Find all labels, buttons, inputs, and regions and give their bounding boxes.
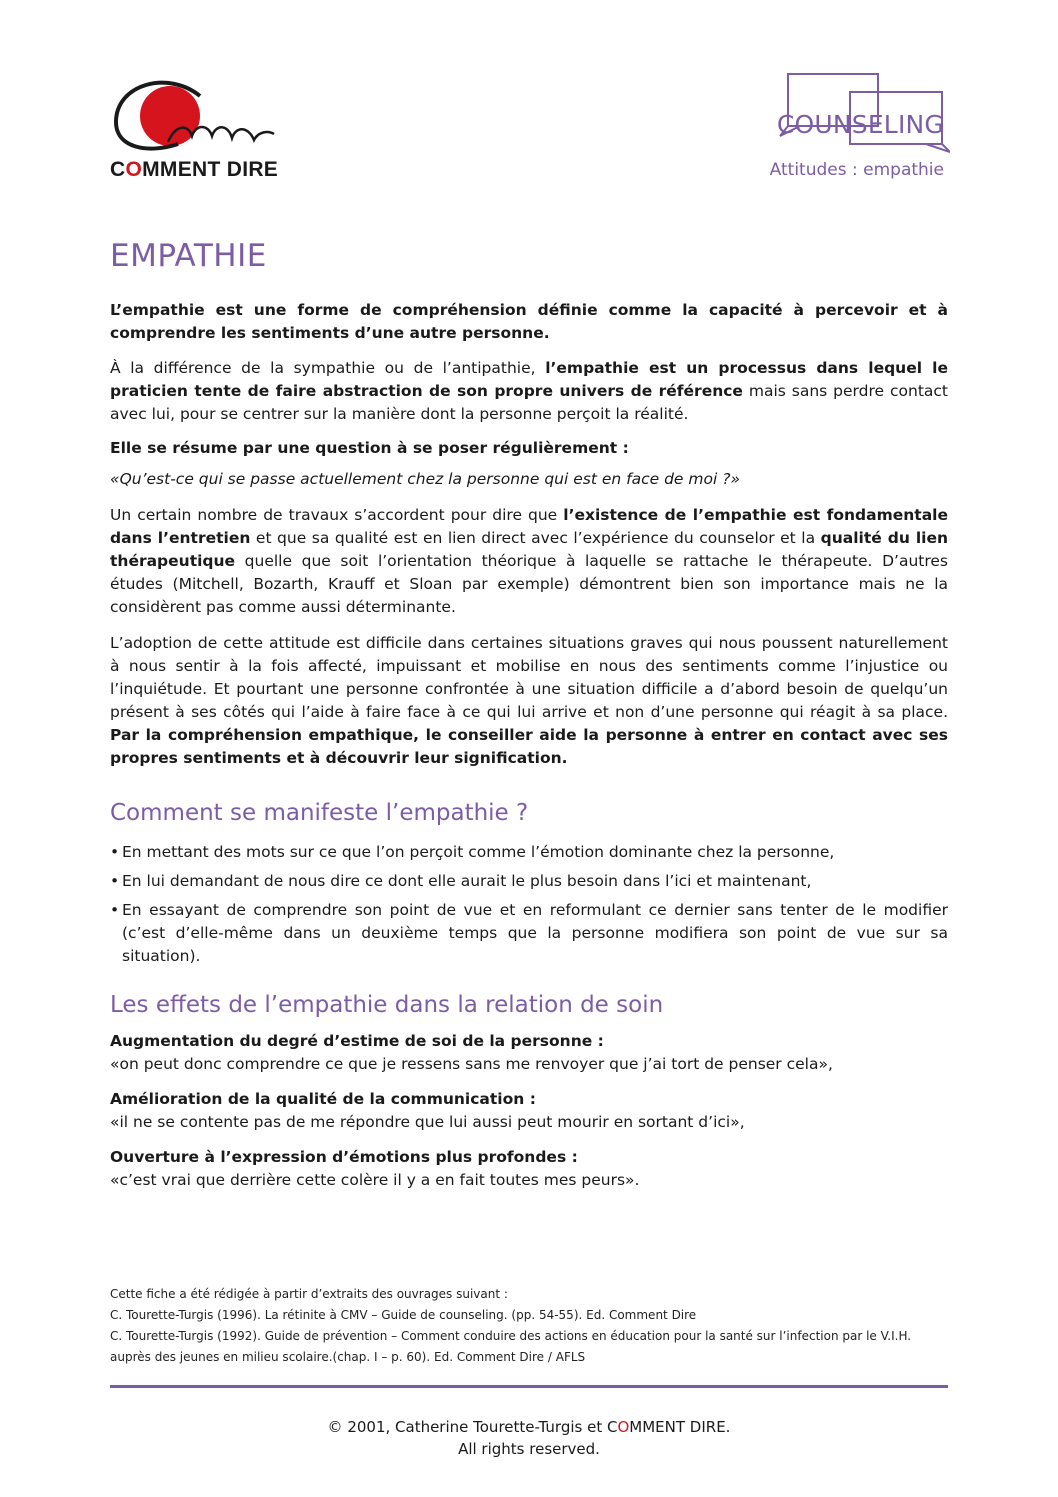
manifest-list: [110, 841, 948, 974]
list-item: • En lui demandant de nous dire ce dont elle aurait le plus besoin dans l’ici et maintenant,: [110, 870, 948, 893]
effect-item: [110, 1146, 948, 1192]
page-title: EMPATHIE: [110, 238, 267, 274]
reference-line: C. Tourette-Turgis (1992). Guide de prévention – Comment conduire des actions en éducation pour la santé sur l’infection par le V.I.H. auprès des jeunes en milieu scolaire.(chap. I – p. 60). Ed. Comment Dire / AFLS: [110, 1329, 912, 1364]
text-span: À la différence de la sympathie ou de l’antipathie,: [110, 359, 546, 377]
section-heading-effects: Les effets de l’empathie dans la relation de soin: [110, 992, 664, 1018]
text-span: mais sans perdre contact avec lui, pour se centrer sur la manière dont la personne perçoit la réalité.: [110, 382, 948, 423]
section-heading-manifest: Comment se manifeste l’empathie ?: [110, 800, 529, 826]
text-span: quelle que soit l’orientation théorique à laquelle se rattache le thérapeute. D’autres études (Mitchell, Bozarth, Krauff et Sloan par exemple) démontrent bien son importance mais ne la considèrent pas comme aussi déterminante.: [110, 552, 948, 616]
reference-line: C. Tourette-Turgis (1996). La rétinite à CMV – Guide de counseling. (pp. 54-55). Ed. Comment Dire: [110, 1308, 697, 1322]
footer-divider: [110, 1385, 948, 1388]
intro-paragraph-4: [110, 468, 948, 491]
references: [110, 1284, 948, 1368]
effect-title: Amélioration de la qualité de la communication :: [110, 1090, 536, 1108]
footer: [0, 1416, 1058, 1460]
effect-title: Ouverture à l’expression d’émotions plus profondes :: [110, 1148, 578, 1166]
badge-subtitle: Attitudes : empathie: [769, 160, 944, 180]
logo-text: COMMENT DIRE: [110, 158, 279, 181]
effect-item: [110, 1030, 948, 1076]
reference-line: Cette fiche a été rédigée à partir d’extraits des ouvrages suivant :: [110, 1287, 508, 1301]
bold-span: Par la compréhension empathique, le conseiller aide la personne à entrer en contact avec ses propres sentiments et à découvrir leur signification.: [110, 726, 948, 767]
list-item: • En essayant de comprendre son point de vue et en reformulant ce dernier sans tenter de le modifier (c’est d’elle-même dans un deuxième temps que la personne modifiera son point de vue sur sa situation).: [110, 899, 948, 968]
text-span: MMENT DIRE.: [629, 1418, 731, 1436]
definition-text: L’empathie est une forme de compréhension définie comme la capacité à percevoir et à comprendre les sentiments d’une autre personne.: [110, 301, 948, 342]
bold-span: qualité du lien thérapeutique: [110, 529, 949, 570]
text-span: et que sa qualité est en lien direct avec l’expérience du counselor et la: [250, 529, 821, 547]
bold-span: l’empathie est un processus dans lequel le praticien tente de faire abstraction de son propre univers de référence: [110, 359, 948, 400]
effect-quote: «c’est vrai que derrière cette colère il y a en fait toutes mes peurs».: [110, 1171, 640, 1189]
counseling-badge: [760, 72, 950, 184]
effects-list: [110, 1030, 948, 1204]
text-span: O: [617, 1418, 630, 1436]
effect-quote: «on peut donc comprendre ce que je ressens sans me renvoyer que j’ai tort de penser cela»,: [110, 1055, 833, 1073]
key-question: «Qu’est-ce qui se passe actuellement chez la personne qui est en face de moi ?»: [110, 470, 740, 488]
text-span: L’adoption de cette attitude est difficile dans certaines situations graves qui nous poussent naturellement à nous sentir à la fois affecté, impuissant et mobilise en nous des sentiments comme l’injustice ou l’inquiétude. Et pourtant une personne confrontée à une situation difficile a d’abord besoin de quelqu’un présent à ses côtés qui l’aide à faire face à ce qui lui arrive et non d’une personne qui réagit à sa place.: [110, 634, 948, 721]
intro-paragraph-1: [110, 299, 948, 345]
question-intro: Elle se résume par une question à se poser régulièrement :: [110, 439, 629, 457]
copyright-line: [0, 1416, 1058, 1438]
intro-paragraph-3: [110, 437, 948, 460]
intro-paragraph-2: [110, 357, 948, 426]
effect-quote: «il ne se contente pas de me répondre que lui aussi peut mourir en sortant d’ici»,: [110, 1113, 745, 1131]
intro-paragraph-6: [110, 632, 948, 770]
comment-dire-logo: [108, 74, 308, 184]
list-item: • En mettant des mots sur ce que l’on perçoit comme l’émotion dominante chez la personne,: [110, 841, 948, 864]
badge-title: COUNSELING: [776, 110, 944, 139]
rights-line: All rights reserved.: [458, 1440, 600, 1458]
intro-paragraph-5: [110, 504, 948, 619]
effect-title: Augmentation du degré d’estime de soi de la personne :: [110, 1032, 604, 1050]
text-span: Un certain nombre de travaux s’accordent pour dire que: [110, 506, 564, 524]
logo-mark-icon: [108, 74, 308, 164]
text-span: © 2001, Catherine Tourette-Turgis et C: [327, 1418, 618, 1436]
effect-item: [110, 1088, 948, 1134]
bold-span: l’existence de l’empathie est fondamentale dans l’entretien: [110, 506, 948, 547]
